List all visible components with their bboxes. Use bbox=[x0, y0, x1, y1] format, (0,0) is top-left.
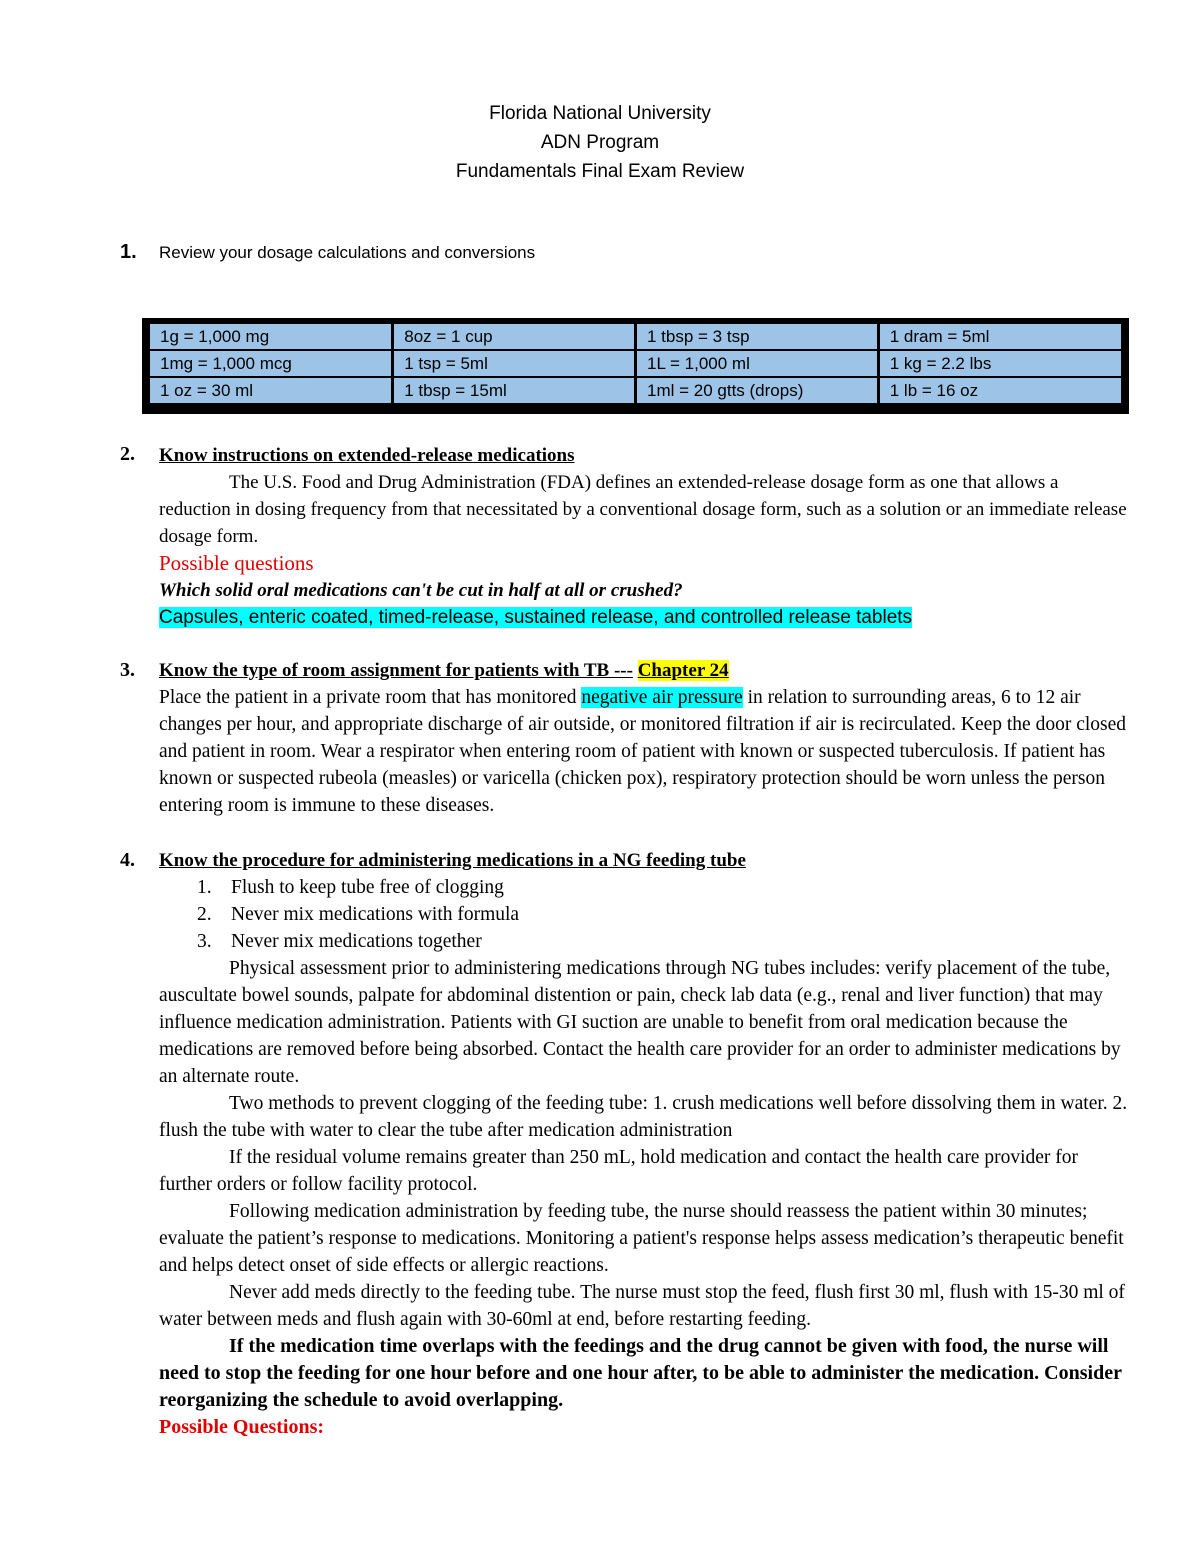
table-cell: 1L = 1,000 ml bbox=[636, 350, 879, 377]
section-3-chapter: Chapter 24 bbox=[637, 660, 729, 681]
table-cell: 1 kg = 2.2 lbs bbox=[878, 350, 1121, 377]
table-row bbox=[150, 377, 1121, 403]
section-3-number: 3. bbox=[120, 659, 135, 681]
feeding-tube-list bbox=[159, 874, 1134, 955]
header-title: Fundamentals Final Exam Review bbox=[455, 161, 745, 182]
list-item: 1. Flush to keep tube free of clogging bbox=[197, 877, 504, 898]
list-item: 2. Never mix medications with formula bbox=[197, 904, 520, 925]
section-2-possible-label: Possible questions bbox=[159, 551, 314, 575]
section-1-text: Review your dosage calculations and conversions bbox=[159, 243, 536, 262]
table-cell: 1 oz = 30 ml bbox=[150, 377, 393, 403]
document-header bbox=[0, 99, 1200, 186]
table-cell: 1 tbsp = 15ml bbox=[393, 377, 636, 403]
section-3-heading: Know the type of room assignment for patients with TB --- bbox=[159, 660, 633, 681]
section-2-heading: Know instructions on extended-release medications bbox=[159, 445, 575, 466]
table-cell: 1g = 1,000 mg bbox=[150, 324, 393, 350]
table-cell: 1 tsp = 5ml bbox=[393, 350, 636, 377]
section-3 bbox=[159, 657, 1134, 819]
table-cell: 1mg = 1,000 mcg bbox=[150, 350, 393, 377]
table-cell: 1ml = 20 gtts (drops) bbox=[636, 377, 879, 403]
header-program: ADN Program bbox=[540, 132, 660, 153]
table-cell: 1 dram = 5ml bbox=[878, 324, 1121, 350]
table-cell: 1 lb = 16 oz bbox=[878, 377, 1121, 403]
table-row bbox=[150, 350, 1121, 377]
section-3-body-pre: Place the patient in a private room that has monitored bbox=[159, 687, 582, 708]
section-2 bbox=[159, 442, 1134, 631]
table-cell: 8oz = 1 cup bbox=[393, 324, 636, 350]
conversion-table bbox=[142, 318, 1129, 414]
table-cell: 1 tbsp = 3 tsp bbox=[636, 324, 879, 350]
section-4-para-clogging: Two methods to prevent clogging of the feeding tube: 1. crush medications well before dissolving them in water. 2. flush the tube with water to clear the tube after medication administration bbox=[159, 1093, 1128, 1141]
section-4-para-residual: If the residual volume remains greater than 250 mL, hold medication and contact the health care provider for further orders or follow facility protocol. bbox=[159, 1147, 1079, 1195]
header-university: Florida National University bbox=[489, 103, 711, 124]
section-4-para-flush: Never add meds directly to the feeding tube. The nurse must stop the feed, flush first 30 ml, flush with 15-30 ml of water between meds and flush again with 30-60ml at end, before restarting feeding. bbox=[159, 1282, 1125, 1330]
list-item: 3. Never mix medications together bbox=[197, 931, 482, 952]
section-4-para-overlap: If the medication time overlaps with the feedings and the drug cannot be given with food, the nurse will need to stop the feeding for one hour before and one hour after, to be able to administer the medication. Consider reorganizing the schedule to avoid overlapping. bbox=[159, 1335, 1122, 1411]
section-3-body-post: in relation to surrounding areas, 6 to 12 air changes per hour, and appropriate discharge of air outside, or monitored filtration if air is recirculated. Keep the door closed and patient in room. Wear a respirator when entering room of patient with known or suspected tuberculosis. If patient has known or suspected rubeola (measles) or varicella (chicken pox), respiratory protection should be worn unless the person entering room is immune to these diseases. bbox=[159, 687, 1127, 816]
section-2-answer: Capsules, enteric coated, timed-release, sustained release, and controlled release tablets bbox=[159, 607, 913, 628]
section-2-question: Which solid oral medications can't be cut in half at all or crushed? bbox=[159, 580, 683, 601]
section-4-possible-label: Possible Questions: bbox=[159, 1416, 325, 1438]
section-2-number: 2. bbox=[120, 443, 135, 465]
section-4-number: 4. bbox=[120, 849, 135, 871]
section-1-number: 1. bbox=[120, 241, 137, 263]
table-row bbox=[150, 324, 1121, 350]
section-4-para-reassess: Following medication administration by feeding tube, the nurse should reassess the patient within 30 minutes; evaluate the patient’s response to medications. Monitoring a patient's response helps assess medication’s therapeutic benefit and helps detect onset of side effects or allergic reactions. bbox=[159, 1201, 1124, 1276]
section-4 bbox=[159, 847, 1134, 1441]
section-2-body: The U.S. Food and Drug Administration (FDA) defines an extended-release dosage form as one that allows a reduction in dosing frequency from that necessitated by a conventional dosage form, such as a solution or an immediate release dosage form. bbox=[159, 472, 1127, 547]
section-4-heading: Know the procedure for administering medications in a NG feeding tube bbox=[159, 850, 746, 871]
section-3-highlight: negative air pressure bbox=[581, 687, 743, 708]
section-4-para-assessment: Physical assessment prior to administering medications through NG tubes includes: verify placement of the tube, auscultate bowel sounds, palpate for abdominal distention or pain, check lab data (e.g., renal and liver function) that may influence medication administration. Patients with GI suction are unable to benefit from oral medication because the medications are removed before being absorbed. Contact the health care provider for an order to administer medications by an alternate route. bbox=[159, 958, 1121, 1087]
